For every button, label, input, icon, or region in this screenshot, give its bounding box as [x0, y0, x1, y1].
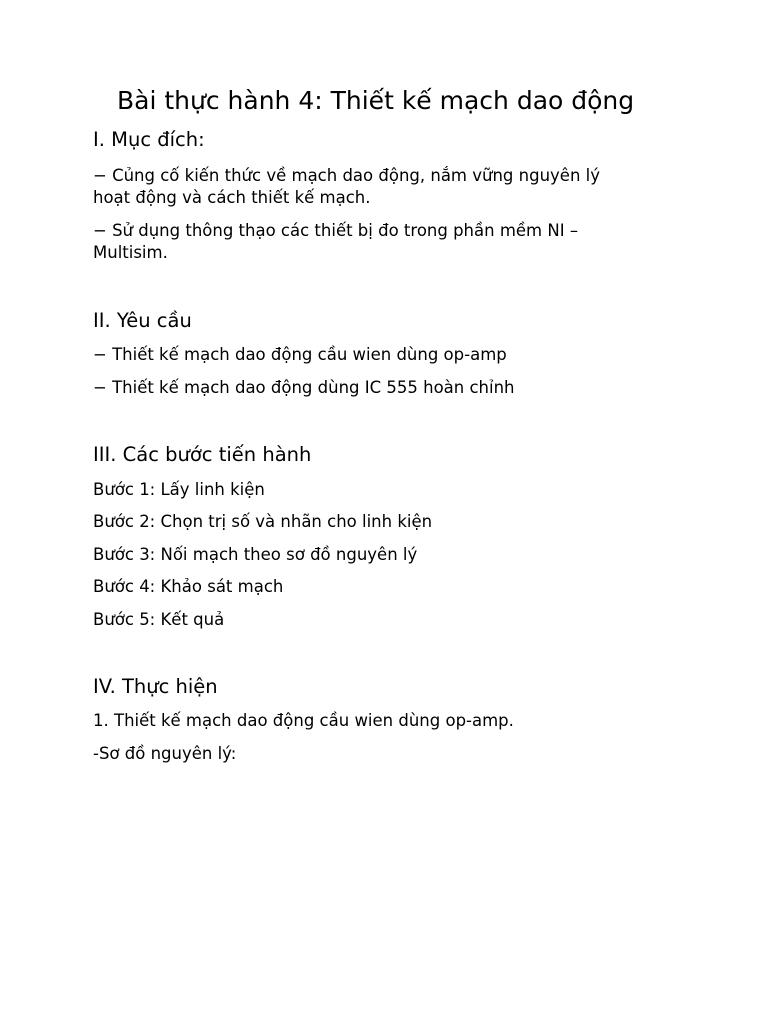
document-title: Bài thực hành 4: Thiết kế mạch dao động — [117, 86, 635, 115]
step-item-1: Bước 1: Lấy linh kiện — [93, 480, 265, 499]
purpose-item-1-line-2: hoạt động và cách thiết kế mạch. — [93, 188, 371, 207]
section-heading-requirements: II. Yêu cầu — [93, 309, 192, 332]
requirement-item-2: − Thiết kế mạch dao động dùng IC 555 hoàn chỉnh — [93, 378, 515, 397]
purpose-item-2-line-1: − Sử dụng thông thạo các thiết bị đo trong phần mềm NI – — [93, 221, 579, 240]
step-item-5: Bước 5: Kết quả — [93, 610, 225, 629]
section-heading-purpose: I. Mục đích: — [93, 128, 205, 151]
step-item-4: Bước 4: Khảo sát mạch — [93, 577, 284, 596]
purpose-item-2-line-2: Multisim. — [93, 243, 168, 262]
implementation-item-1: 1. Thiết kế mạch dao động cầu wien dùng op-amp. — [93, 711, 514, 730]
purpose-item-1-line-1: − Củng cố kiến thức về mạch dao động, nắm vững nguyên lý — [93, 166, 601, 185]
requirement-item-1: − Thiết kế mạch dao động cầu wien dùng op-amp — [93, 345, 507, 364]
section-heading-implementation: IV. Thực hiện — [93, 675, 218, 698]
section-heading-steps: III. Các bước tiến hành — [93, 443, 312, 466]
step-item-3: Bước 3: Nối mạch theo sơ đồ nguyên lý — [93, 545, 418, 564]
schematic-label: -Sơ đồ nguyên lý: — [93, 744, 237, 763]
step-item-2: Bước 2: Chọn trị số và nhãn cho linh kiện — [93, 512, 433, 531]
